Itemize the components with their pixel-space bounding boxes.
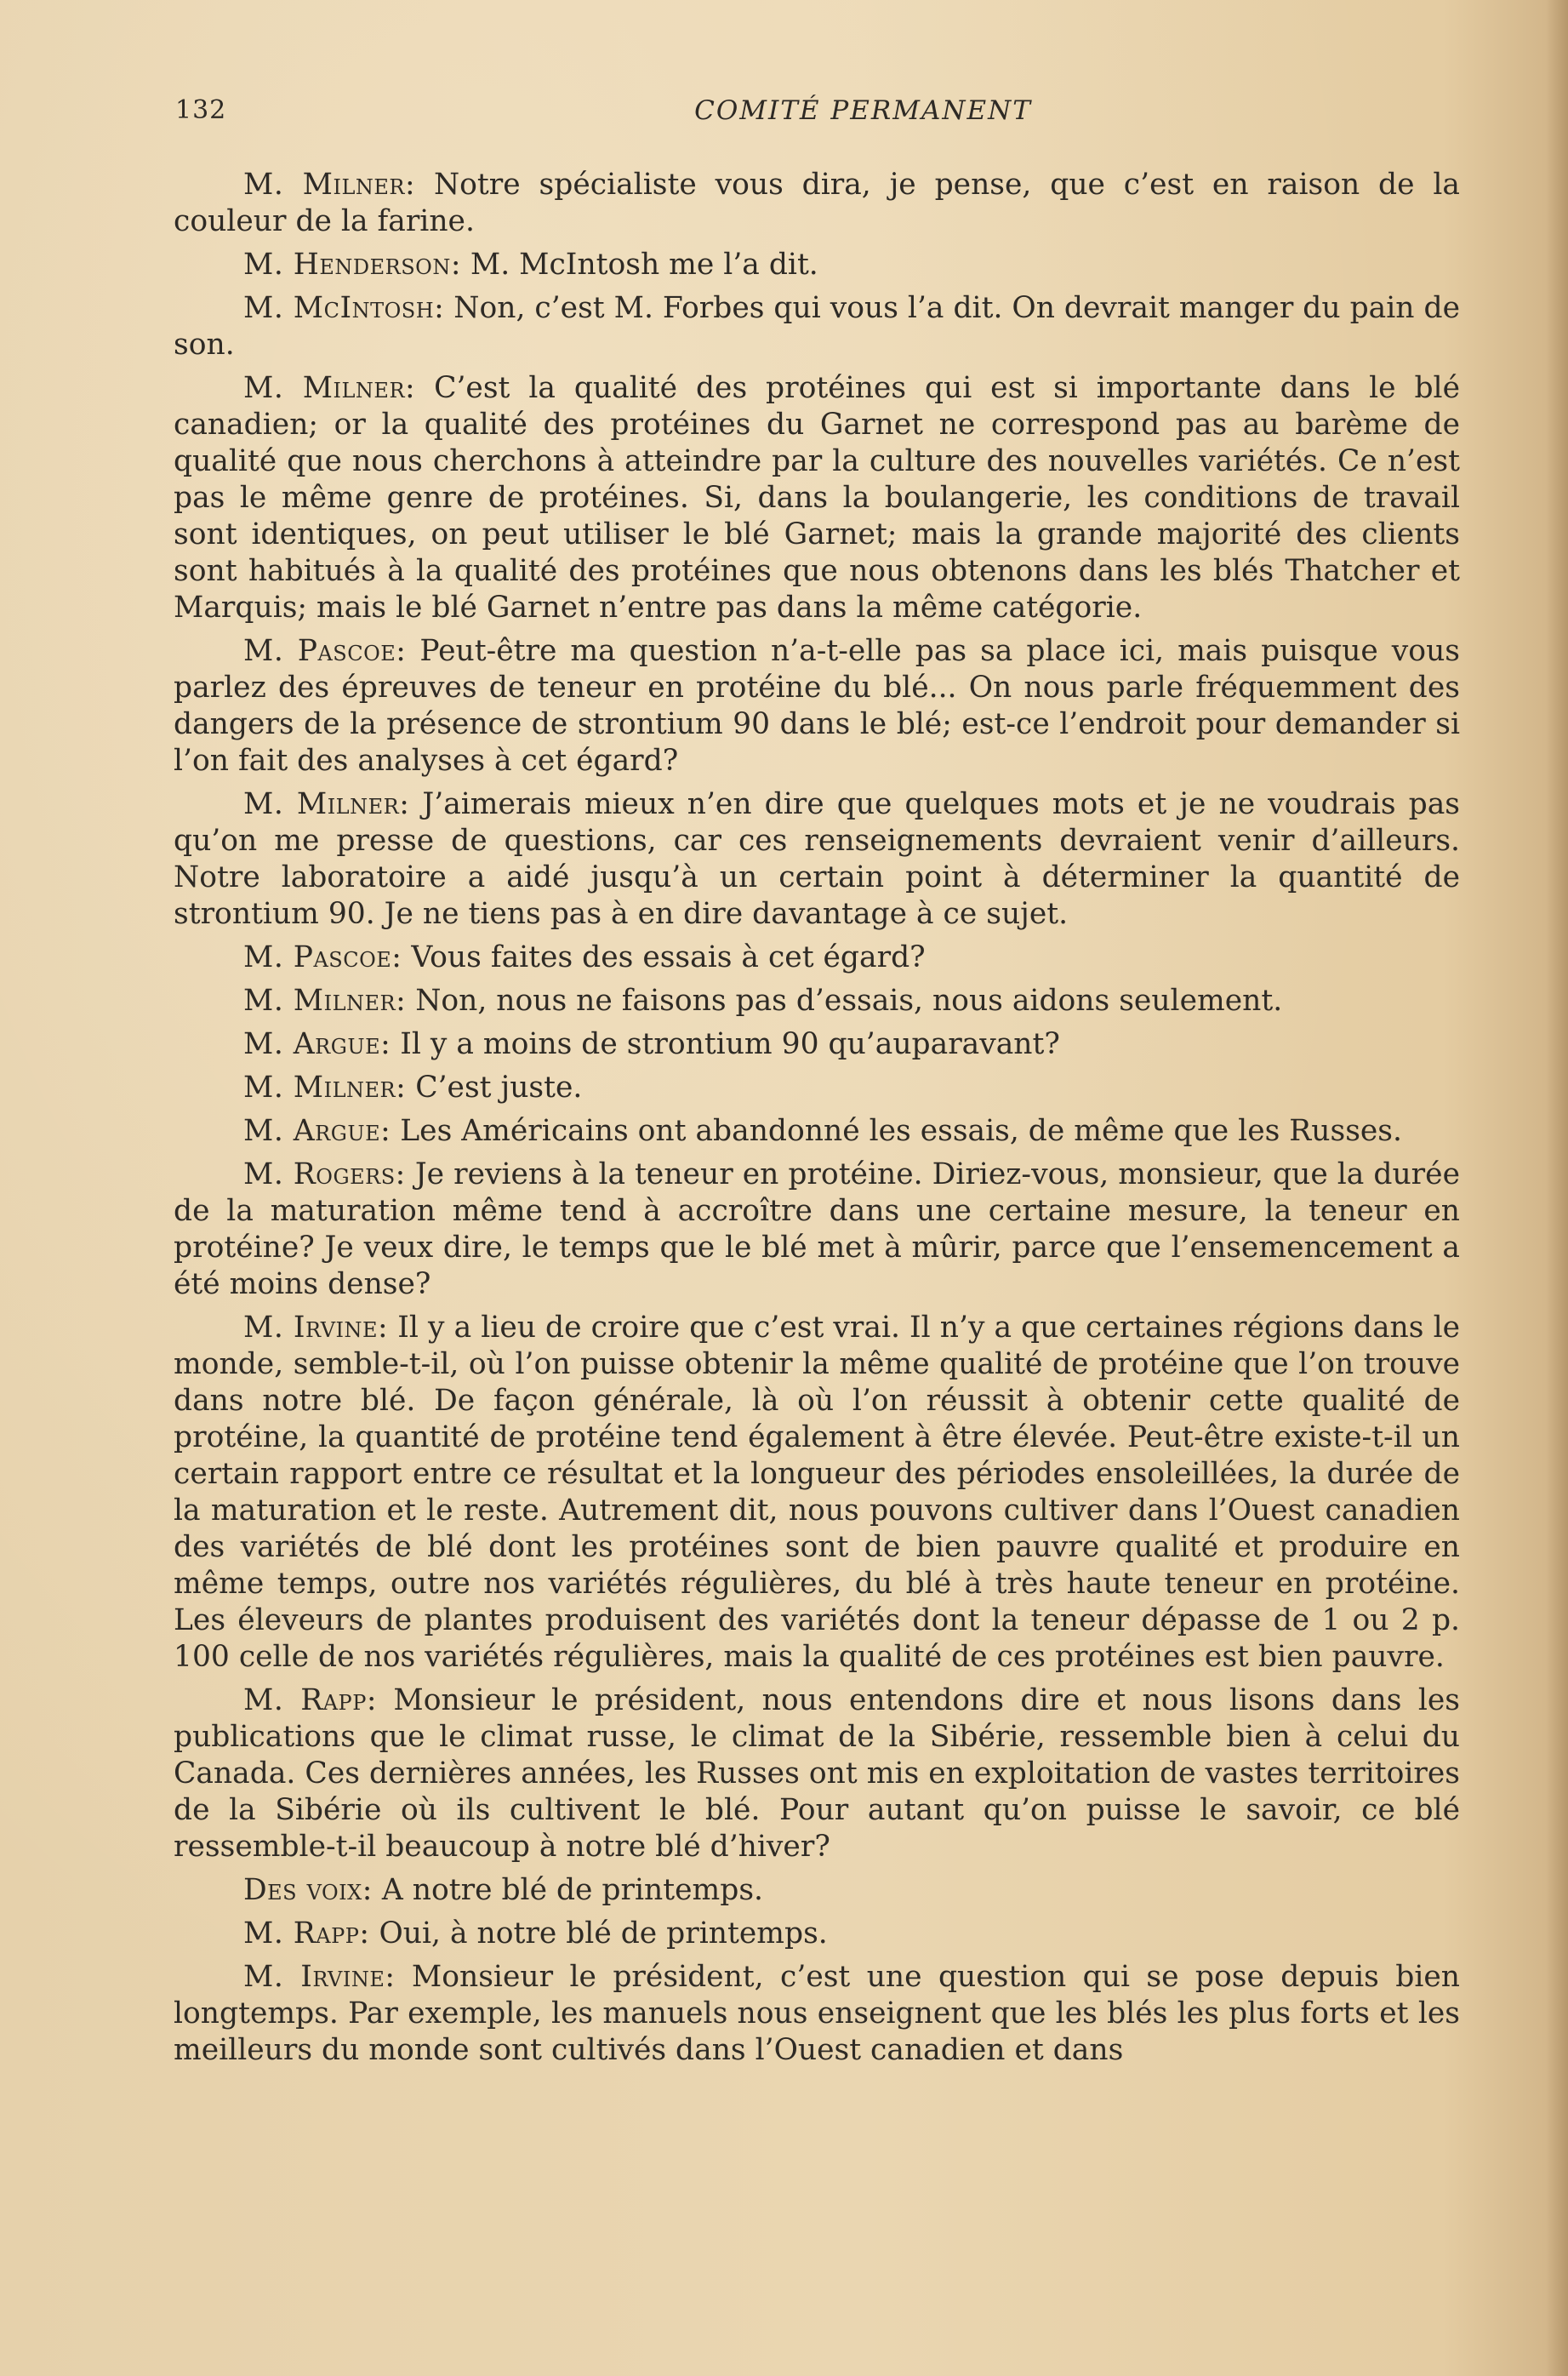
dialogue-paragraph [174,1959,1460,2069]
speaker-name: M. Rogers: [243,1157,406,1191]
speech-text: Notre spécialiste vous dira, je pense, que c’est en raison de la couleur de la farine. [174,168,1461,238]
speaker-name: M. Argue: [243,1114,391,1148]
dialogue-paragraph [174,940,1460,976]
dialogue-paragraph [174,1113,1460,1150]
speaker-name: M. Irvine: [243,1960,396,1994]
speaker-name: M. Milner: [243,984,407,1018]
speech-text: C’est la qualité des protéines qui est si importante dans le blé canadien; or la qualité des protéines du Garnet ne correspond pas au barème de qualité que nous cherchons à atteindre par la culture des nouvelles variétés. Ce n’est pas le même genre de protéines. Si, dans la boulangerie, les conditions de travail sont identiques, on peut utiliser le blé Garnet; mais la grande majorité des clients sont habitués à la qualité des protéines que nous obtenons dans les blés Thatcher et Marquis; mais le blé Garnet n’entre pas dans la même catégorie. [174,371,1461,625]
speaker-name: Des voix: [243,1873,373,1907]
dialogue-paragraph [174,786,1460,933]
speaker-name: M. Rapp: [243,1683,377,1717]
speaker-name: M. Rapp: [243,1916,370,1950]
speaker-name: M. Milner: [243,787,410,821]
speech-text: Les Américains ont abandonné les essais, de même que les Russes. [400,1114,1402,1148]
speech-text: Peut-être ma question n’a-t-elle pas sa place ici, mais puisque vous parlez des épreuves de teneur en protéine du blé... On nous parle fréquemment des dangers de la présence de strontium 90 dans le blé; est-ce l’endroit pour demander si l’on fait des analyses à cet égard? [174,634,1460,778]
speaker-name: M. Milner: [243,1071,407,1105]
speech-text: C’est juste. [415,1071,583,1105]
speech-text: Monsieur le président, nous entendons dire et nous lisons dans les publications que le climat russe, le climat de la Sibérie, ressemble bien à celui du Canada. Ces dernières années, les Russes ont mis en exploitation de vastes territoires de la Sibérie où ils cultivent le blé. Pour autant qu’on puisse le savoir, ce blé ressemble-t-il beaucoup à notre blé d’hiver? [174,1683,1461,1864]
dialogue-paragraph [174,247,1460,283]
dialogue-paragraph [174,290,1460,363]
speech-text: Je reviens à la teneur en protéine. Diriez-vous, monsieur, que la durée de la maturation même tend à accroître dans une certaine mesure, la teneur en protéine? Je veux dire, le temps que le blé met à mûrir, parce que l’ensemencement a été moins dense? [174,1157,1460,1301]
dialogue-paragraph [174,167,1460,240]
speaker-name: M. Henderson: [243,248,461,282]
dialogue-paragraph [174,1070,1460,1106]
speech-text: Il y a lieu de croire que c’est vrai. Il n’y a que certaines régions dans le monde, semble-t-il, où l’on puisse obtenir la même qualité de protéine que l’on trouve dans notre blé. De façon générale, là où l’on réussit à obtenir cette qualité de protéine, la quantité de protéine tend également à être élevée. Peut-être existe-t-il un certain rapport entre ce résultat et la longueur des périodes ensoleillées, la durée de la maturation et le reste. Autrement dit, nous pouvons cultiver dans l’Ouest canadien des variétés de blé dont les protéines sont de bien pauvre qualité et produire en même temps, outre nos variétés régulières, du blé à très haute teneur en protéine. Les éleveurs de plantes produisent des variétés dont la teneur dépasse de 1 ou 2 p. 100 celle de nos variétés régulières, mais la qualité de ces protéines est bien pauvre. [174,1311,1461,1674]
speaker-name: M. Milner: [243,371,416,405]
speech-text: J’aimerais mieux n’en dire que quelques mots et je ne voudrais pas qu’on me presse de questions, car ces renseignements devraient venir d’ailleurs. Notre laboratoire a aidé jusqu’à un certain point à déterminer la quantité de strontium 90. Je ne tiens pas à en dire davantage à ce sujet. [174,787,1460,931]
speaker-name: M. Milner: [243,168,416,202]
speech-text: A notre blé de printemps. [381,1873,764,1907]
speaker-name: M. McIntosh: [243,291,445,325]
dialogue-paragraph [174,1682,1460,1865]
dialogue-paragraph [174,1310,1460,1676]
speaker-name: M. Irvine: [243,1311,389,1345]
page-header [175,95,1474,134]
speech-text: Non, nous ne faisons pas d’essais, nous aidons seulement. [415,984,1283,1018]
dialogue-paragraph [174,1916,1460,1952]
speech-text: M. McIntosh me l’a dit. [470,248,818,282]
speaker-name: M. Pascoe: [243,634,407,668]
dialogue-paragraph [174,370,1460,626]
dialogue-paragraph [174,1872,1460,1909]
speaker-name: M. Argue: [243,1027,391,1061]
running-title: COMITÉ PERMANENT [694,95,1032,126]
transcript-body [174,167,1460,2076]
speech-text: Non, c’est M. Forbes qui vous l’a dit. On devrait manger du pain de son. [174,291,1460,362]
dialogue-paragraph [174,983,1460,1020]
dialogue-paragraph [174,1157,1460,1303]
speech-text: Monsieur le président, c’est une question qui se pose depuis bien longtemps. Par exemple, les manuels nous enseignent que les blés les plus forts et les meilleurs du monde sont cultivés dans l’Ouest canadien et dans [174,1960,1461,2067]
speech-text: Vous faites des essais à cet égard? [411,940,926,974]
page-edge-shadow [1546,0,1568,2376]
speaker-name: M. Pascoe: [243,940,402,974]
speech-text: Il y a moins de strontium 90 qu’auparavant? [400,1027,1060,1061]
dialogue-paragraph [174,633,1460,780]
dialogue-paragraph [174,1026,1460,1063]
page-number: 132 [175,95,227,125]
speech-text: Oui, à notre blé de printemps. [379,1916,828,1950]
